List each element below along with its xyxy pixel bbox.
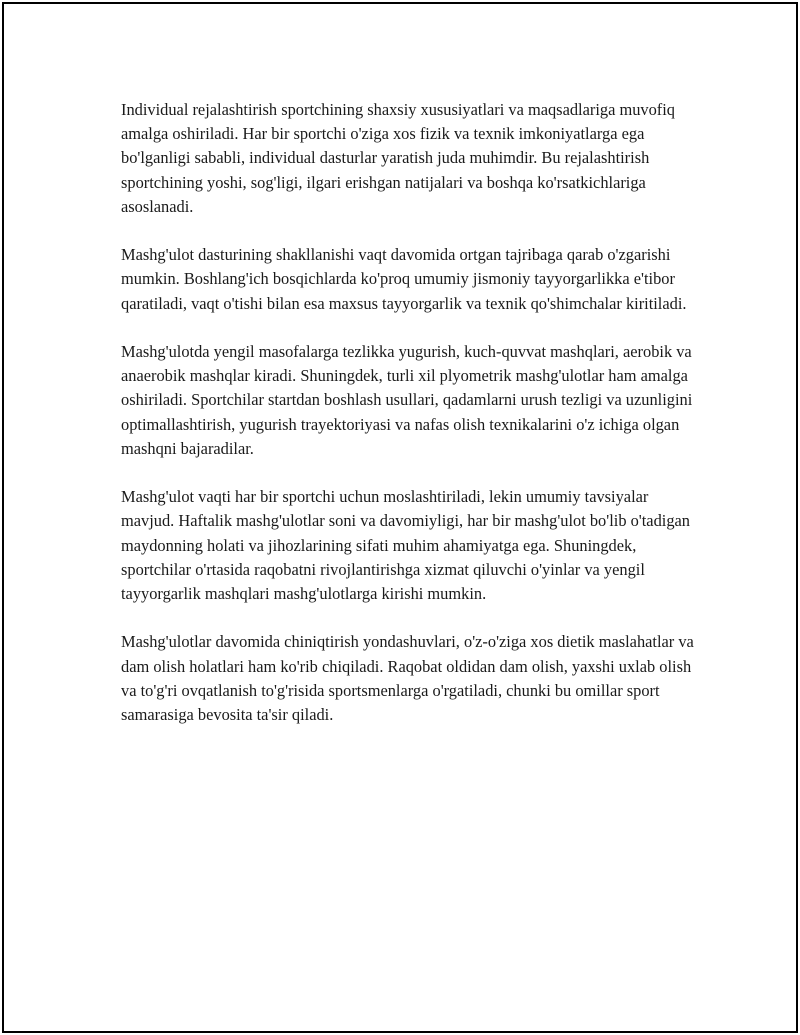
paragraph-3: Mashg'ulotda yengil masofalarga tezlikka yugurish, kuch-quvvat mashqlari, aerobik va anaerobik mashqlar kiradi. Shuningdek, turli xil plyometrik mashg'ulotlar ham amalga oshiriladi. Sportchilar startdan boshlash usullari, qadamlarni urush tezligi va uzunligini optimallashtirish, yugurish trayektoriyasi va nafas olish texnikalarini o'z ichiga olgan mashqni bajaradilar. xyxy=(121,342,693,458)
page-frame xyxy=(2,2,798,1033)
document-body xyxy=(121,98,701,751)
paragraph-2: Mashg'ulot dasturining shakllanishi vaqt davomida ortgan tajribaga qarab o'zgarishi mumkin. Boshlang'ich bosqichlarda ko'proq umumiy jismoniy tayyorgarlikka e'tibor qaratiladi, vaqt o'tishi bilan esa maxsus tayyorgarlik va texnik qo'shimchalar kiritiladi. xyxy=(121,245,687,313)
paragraph-1: Individual rejalashtirish sportchining shaxsiy xususiyatlari va maqsadlariga muvofiq amalga oshiriladi. Har bir sportchi o'ziga xos fizik va texnik imkoniyatlarga ega bo'lganligi sababli, individual dasturlar yaratish juda muhimdir. Bu rejalashtirish sportchining yoshi, sog'ligi, ilgari erishgan natijalari va boshqa ko'rsatkichlariga asoslanadi. xyxy=(121,100,675,216)
paragraph-5: Mashg'ulotlar davomida chiniqtirish yondashuvlari, o'z-o'ziga xos dietik maslahatlar va dam olish holatlari ham ko'rib chiqiladi. Raqobat oldidan dam olish, yaxshi uxlab olish va to'g'ri ovqatlanish to'g'risida sportsmenlarga o'rgatiladi, chunki bu omillar sport samarasiga bevosita ta'sir qiladi. xyxy=(121,632,694,725)
paragraph-4: Mashg'ulot vaqti har bir sportchi uchun moslashtiriladi, lekin umumiy tavsiyalar mavjud. Haftalik mashg'ulotlar soni va davomiyligi, har bir mashg'ulot bo'lib o'tadigan maydonning holati va jihozlarining sifati muhim ahamiyatga ega. Shuningdek, sportchilar o'rtasida raqobatni rivojlantirishga xizmat qiluvchi o'yinlar va yengil tayyorgarlik mashqlari mashg'ulotlarga kirishi mumkin. xyxy=(121,487,690,604)
